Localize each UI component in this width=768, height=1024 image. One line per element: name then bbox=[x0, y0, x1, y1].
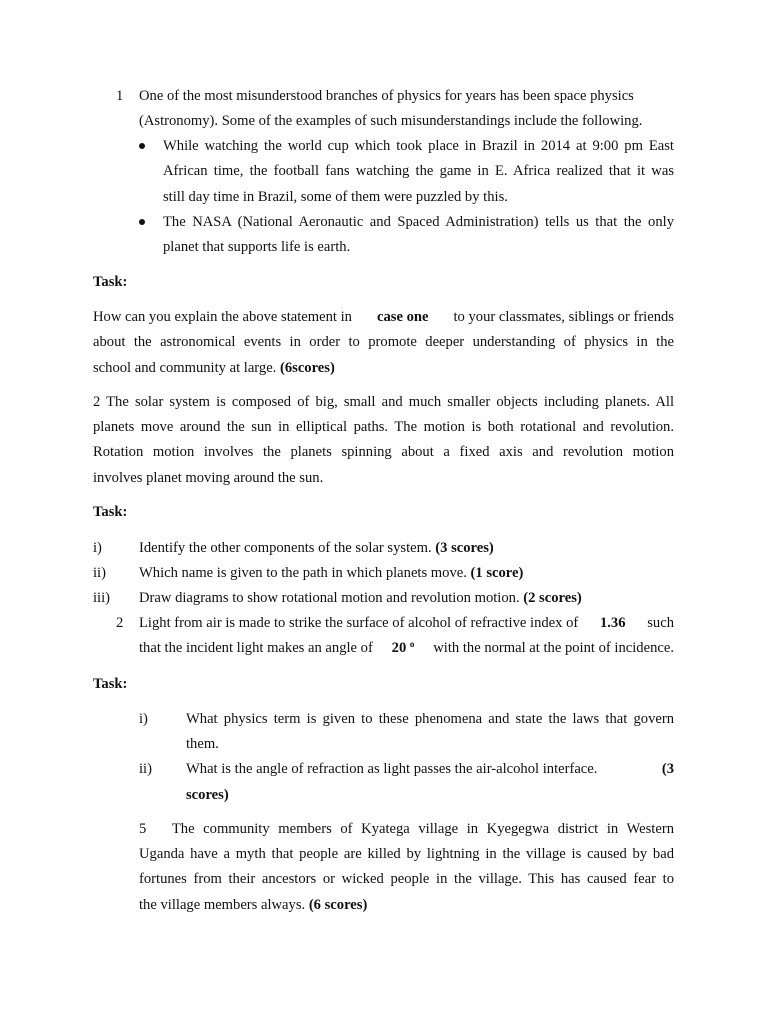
q3-item-ii-line-2: scores) bbox=[186, 787, 229, 803]
q3-task-label: Task: bbox=[93, 676, 128, 692]
q1-intro-line-2: (Astronomy). Some of the examples of such misunderstandings include the following. bbox=[139, 113, 643, 129]
q2-line-2: planets move around the sun in elliptical paths. The motion is both rotational and revolution. bbox=[93, 419, 674, 435]
text: that the incident light makes an angle of bbox=[139, 640, 373, 656]
q1-task-line-3 bbox=[93, 359, 335, 377]
q2-item-ii-number: ii) bbox=[93, 565, 106, 581]
q3-number: 2 bbox=[116, 615, 124, 631]
text: Identify the other components of the solar system. bbox=[139, 540, 432, 556]
score: (6 scores) bbox=[308, 897, 368, 913]
text: Which name is given to the path in which planets move. bbox=[139, 565, 467, 581]
q3-item-ii-line-1 bbox=[186, 760, 674, 778]
q2-item-ii bbox=[139, 564, 523, 582]
bullet-icon bbox=[139, 143, 145, 149]
q3-item-i-number: i) bbox=[139, 711, 148, 727]
refractive-index: 1.36 bbox=[599, 615, 626, 631]
q1-bullet1-line-1: While watching the world cup which took place in Brazil in 2014 at 9:00 pm East bbox=[163, 138, 674, 154]
q5-line-2: Uganda have a myth that people are killed by lightning in the village is caused by bad bbox=[139, 846, 674, 862]
q2-item-i-number: i) bbox=[93, 540, 102, 556]
text: One of the most misunderstood branches of physics for years has been space physics bbox=[139, 88, 634, 104]
q1-intro-line-1 bbox=[139, 87, 674, 105]
text: such bbox=[647, 615, 674, 631]
score: (6scores) bbox=[279, 360, 335, 376]
q1-bullet1-line-3: still day time in Brazil, some of them were puzzled by this. bbox=[163, 189, 508, 205]
score: (3 scores) bbox=[435, 540, 494, 556]
q1-task-line-1 bbox=[93, 308, 674, 326]
text: to your classmates, siblings or friends bbox=[453, 309, 674, 325]
q5-line-3: fortunes from their ancestors or wicked people in the village. This has caused fear to bbox=[139, 871, 674, 887]
text: school and community at large. bbox=[93, 360, 277, 376]
q2-item-i bbox=[139, 539, 494, 557]
q2-line-1: 2 The solar system is composed of big, small and much smaller objects including planets. All bbox=[93, 394, 674, 410]
q2-item-iii bbox=[139, 589, 582, 607]
q1-number: 1 bbox=[116, 88, 124, 104]
text: How can you explain the above statement in bbox=[93, 309, 352, 325]
q3-item-i-line-2: them. bbox=[186, 736, 219, 752]
angle-value bbox=[392, 639, 415, 657]
score: (1 score) bbox=[470, 565, 524, 581]
bullet-icon bbox=[139, 219, 145, 225]
text: What is the angle of refraction as light passes the air-alcohol interface. bbox=[186, 761, 598, 777]
q1-bullet1-line-2: African time, the football fans watching the game in E. Africa realized that it was bbox=[163, 163, 674, 179]
text: with the normal at the point of incidence. bbox=[433, 640, 674, 656]
q1-task-label: Task: bbox=[93, 274, 128, 290]
bold-text: case one bbox=[376, 309, 429, 325]
q3-line-1 bbox=[139, 614, 674, 632]
text: the village members always. bbox=[139, 897, 306, 913]
q3-item-i-line-1: What physics term is given to these phenomena and state the laws that govern bbox=[186, 711, 674, 727]
text: Light from air is made to strike the surface of alcohol of refractive index of bbox=[139, 615, 579, 631]
q2-item-iii-number: iii) bbox=[93, 590, 111, 606]
q2-task-label: Task: bbox=[93, 504, 128, 520]
angle-number: 20 bbox=[391, 640, 407, 656]
q1-bullet2-line-1: The NASA (National Aeronautic and Spaced Administration) tells us that the only bbox=[163, 214, 674, 230]
q5-line-1: 5 The community members of Kyatega village in Kyegegwa district in Western bbox=[139, 821, 674, 837]
q5-line-4 bbox=[139, 896, 367, 914]
score: (2 scores) bbox=[523, 590, 582, 606]
q3-line-2 bbox=[139, 639, 674, 657]
score: (3 bbox=[661, 761, 674, 777]
q3-item-ii-number: ii) bbox=[139, 761, 152, 777]
q2-line-3: Rotation motion involves the planets spinning about a fixed axis and revolution motion bbox=[93, 444, 674, 460]
degree-sup: o bbox=[409, 639, 415, 649]
q2-line-4: involves planet moving around the sun. bbox=[93, 470, 324, 486]
text: Draw diagrams to show rotational motion and revolution motion. bbox=[139, 590, 520, 606]
q1-bullet2-line-2: planet that supports life is earth. bbox=[163, 239, 351, 255]
q1-task-line-2: about the astronomical events in order to promote deeper understanding of physics in the bbox=[93, 334, 674, 350]
